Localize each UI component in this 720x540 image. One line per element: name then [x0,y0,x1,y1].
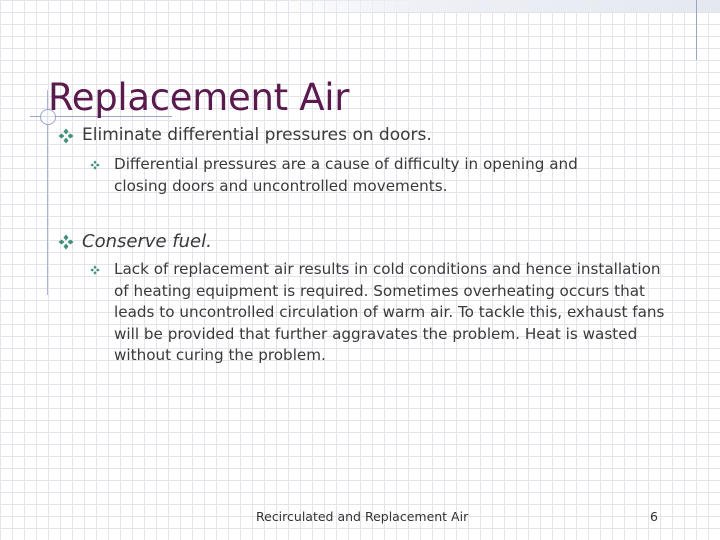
bullet-item [58,231,212,252]
four-diamond-bullet-icon [90,265,100,275]
bullet-text: Eliminate differential pressures on doors. [82,125,432,145]
bullet-item [58,125,432,145]
sub-bullet-text: Differential pressures are a cause of difficulty in opening and closing doors and uncontrolled movements. [114,155,578,195]
slide-footer: Recirculated and Replacement Air [256,509,469,524]
bullet-text: Conserve fuel. [82,231,212,252]
corner-gradient-block [264,0,720,12]
sub-bullet-item [90,154,634,197]
four-diamond-bullet-icon [90,160,100,170]
page-number: 6 [650,509,658,524]
slide-title: Replacement Air [48,76,350,119]
decorative-vertical-line-right [696,0,697,60]
four-diamond-bullet-icon [58,128,74,144]
sub-bullet-item [90,259,674,367]
sub-bullet-text: Lack of replacement air results in cold conditions and hence installation of heating equipment is required. Sometimes overheating occurs that leads to uncontrolled circulation of warm air. To tackle this, exhaust fans will be provided that further aggravates the problem. Heat is wasted without curing the problem. [114,260,665,364]
four-diamond-bullet-icon [58,234,74,250]
